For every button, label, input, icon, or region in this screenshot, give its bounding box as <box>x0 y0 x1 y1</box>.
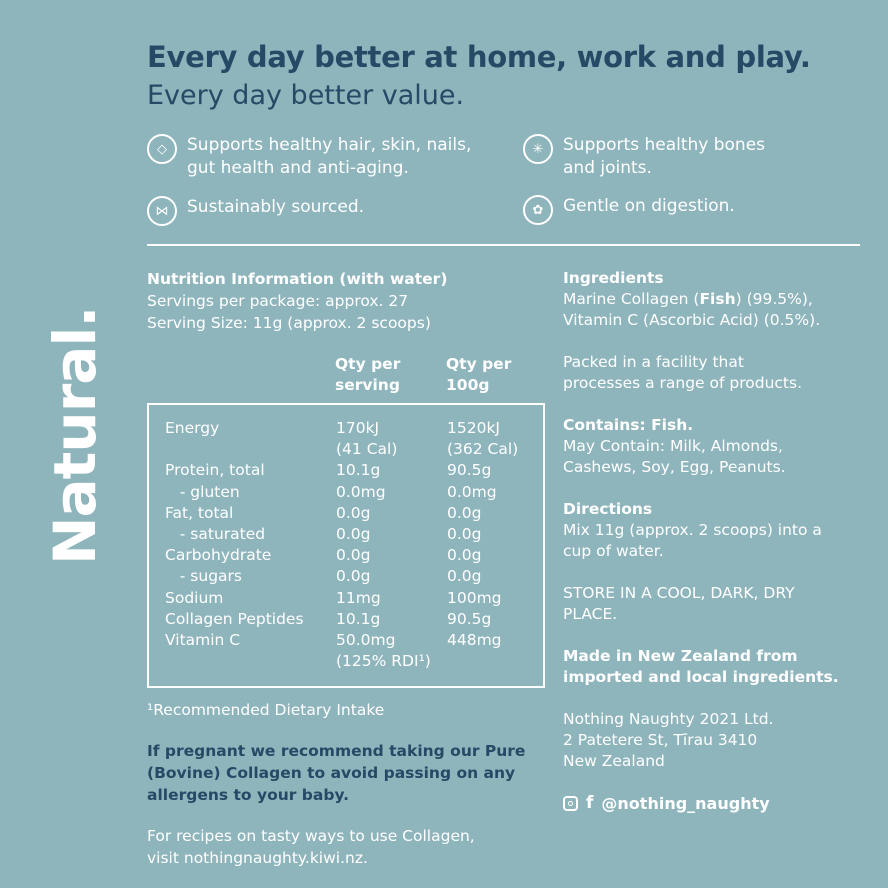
feature-sustainable <box>147 196 364 226</box>
feature-line: and joints. <box>563 158 652 178</box>
table-row <box>165 566 535 587</box>
table-row <box>165 503 535 524</box>
header-line: serving <box>335 376 400 394</box>
nutrition-table <box>147 403 545 688</box>
storage-line: STORE IN A COOL, DARK, DRY <box>563 584 795 602</box>
directions-line: cup of water. <box>563 542 664 560</box>
footnote: ¹Recommended Dietary Intake <box>147 701 385 719</box>
table-row <box>165 630 535 651</box>
pregnancy-warning <box>147 740 525 806</box>
facility-line: processes a range of products. <box>563 374 803 392</box>
address-line: 2 Patetere St, Tīrau 3410 <box>563 731 758 749</box>
table-row <box>165 524 535 545</box>
table-row <box>165 609 535 630</box>
qty-per-serving: 50.0mg <box>336 631 396 649</box>
qty-per-100g: 0.0g <box>447 525 482 543</box>
qty-per-serving: 0.0g <box>336 546 371 565</box>
sparkle-icon: ✳ <box>523 134 553 164</box>
right-column <box>563 268 873 814</box>
flower-icon: ✿ <box>523 195 553 225</box>
ingredients-text: Marine Collagen ( <box>563 290 700 308</box>
storage-line: PLACE. <box>563 605 618 623</box>
servings-text: Servings per package: approx. 27 <box>147 292 409 310</box>
droplet-icon: ◇ <box>147 134 177 164</box>
nutrition-title: Nutrition Information (with water) <box>147 270 448 288</box>
ingredients-text: ) (99.5%), <box>735 290 813 308</box>
facility-block <box>563 352 873 394</box>
qty-per-serving: 10.1g <box>336 609 381 628</box>
directions-block <box>563 499 873 562</box>
subheadline: Every day better value. <box>147 80 465 111</box>
qty-per-serving: 0.0mg <box>336 482 386 501</box>
divider <box>147 244 860 246</box>
nutrient-name: Fat, total <box>165 503 234 522</box>
may-contain-line: May Contain: Milk, Almonds, <box>563 437 783 455</box>
column-header-serving <box>335 354 400 396</box>
feature-digestion <box>523 195 735 225</box>
qty-per-100g: 0.0g <box>447 546 482 565</box>
nutrient-name: - gluten <box>165 482 240 501</box>
qty-per-serving: (41 Cal) <box>336 440 398 459</box>
may-contain-line: Cashews, Soy, Egg, Peanuts. <box>563 458 786 476</box>
ingredients-allergen: Fish <box>699 290 736 308</box>
qty-per-serving: 10.1g <box>336 461 381 480</box>
qty-per-100g: 0.0g <box>447 567 482 586</box>
nutrient-name: Carbohydrate <box>165 546 272 565</box>
recipes-line: For recipes on tasty ways to use Collagen, <box>147 827 475 845</box>
contains-title: Contains: Fish. <box>563 416 694 434</box>
fish-icon: ⋈ <box>147 196 177 226</box>
qty-per-100g: 0.0g <box>447 503 482 522</box>
qty-per-100g: (362 Cal) <box>447 440 519 459</box>
qty-per-100g: 1520kJ <box>447 419 500 437</box>
qty-per-100g: 90.5g <box>447 609 492 628</box>
nutrient-name: Protein, total <box>165 461 265 480</box>
directions-line: Mix 11g (approx. 2 scoops) into a <box>563 521 822 539</box>
made-in-line: Made in New Zealand from <box>563 647 798 665</box>
feature-line: Gentle on digestion. <box>563 196 735 216</box>
ingredients-line: Vitamin C (Ascorbic Acid) (0.5%). <box>563 311 821 329</box>
nutrition-intro <box>147 268 547 334</box>
social-row <box>563 793 873 814</box>
qty-per-serving: (125% RDI¹) <box>336 652 431 671</box>
instagram-icon[interactable] <box>563 796 578 811</box>
warning-line: (Bovine) Collagen to avoid passing on any <box>147 764 516 782</box>
warning-line: If pregnant we recommend taking our Pure <box>147 742 526 760</box>
header-line: Qty per <box>335 355 401 373</box>
header-line: Qty per <box>446 355 512 373</box>
made-in-line: imported and local ingredients. <box>563 668 839 686</box>
feature-hair-skin <box>147 134 471 180</box>
nutrient-name: Energy <box>165 419 220 437</box>
table-row <box>165 545 535 566</box>
contains-block <box>563 415 873 478</box>
qty-per-100g: 0.0mg <box>447 482 497 501</box>
serving-size-text: Serving Size: 11g (approx. 2 scoops) <box>147 314 431 332</box>
nutrient-name: Sodium <box>165 588 224 607</box>
qty-per-serving: 11mg <box>336 588 381 607</box>
table-row <box>165 588 535 609</box>
social-handle[interactable]: @nothing_naughty <box>601 794 770 813</box>
column-header-100g <box>446 354 511 396</box>
table-row <box>165 460 535 481</box>
feature-line: Sustainably sourced. <box>187 197 365 217</box>
ingredients-title: Ingredients <box>563 269 664 287</box>
made-in-block <box>563 646 873 688</box>
recipes-line: visit nothingnaughty.kiwi.nz. <box>147 849 368 867</box>
headline: Every day better at home, work and play. <box>147 40 811 74</box>
ingredients-line <box>563 289 873 310</box>
qty-per-serving: 0.0g <box>336 525 371 543</box>
warning-line: allergens to your baby. <box>147 786 350 804</box>
side-word: Natural. <box>41 306 109 565</box>
feature-line: gut health and anti-aging. <box>187 158 409 178</box>
qty-per-100g: 448mg <box>447 631 502 649</box>
nutrient-name: - sugars <box>165 567 242 586</box>
nutrient-name: Collagen Peptides <box>165 609 304 628</box>
feature-line: Supports healthy bones <box>563 135 766 155</box>
address-block <box>563 709 873 772</box>
qty-per-100g: 90.5g <box>447 461 492 480</box>
address-line: Nothing Naughty 2021 Ltd. <box>563 710 774 728</box>
ingredients-block <box>563 268 873 331</box>
address-line: New Zealand <box>563 752 665 770</box>
storage-block <box>563 583 873 625</box>
qty-per-serving: 0.0g <box>336 567 371 586</box>
table-row <box>165 651 535 672</box>
header-line: 100g <box>446 376 490 394</box>
facebook-icon[interactable]: f <box>586 793 594 813</box>
qty-per-serving: 0.0g <box>336 503 371 522</box>
directions-title: Directions <box>563 500 653 518</box>
nutrient-name: Vitamin C <box>165 631 241 649</box>
nutrient-name: - saturated <box>165 525 266 543</box>
table-row <box>165 482 535 503</box>
feature-bones <box>523 134 765 180</box>
qty-per-serving: 170kJ <box>336 419 380 437</box>
recipes-note <box>147 825 475 869</box>
feature-line: Supports healthy hair, skin, nails, <box>187 135 472 155</box>
table-row <box>165 418 535 439</box>
table-row <box>165 439 535 460</box>
facility-line: Packed in a facility that <box>563 353 744 371</box>
qty-per-100g: 100mg <box>447 588 502 607</box>
